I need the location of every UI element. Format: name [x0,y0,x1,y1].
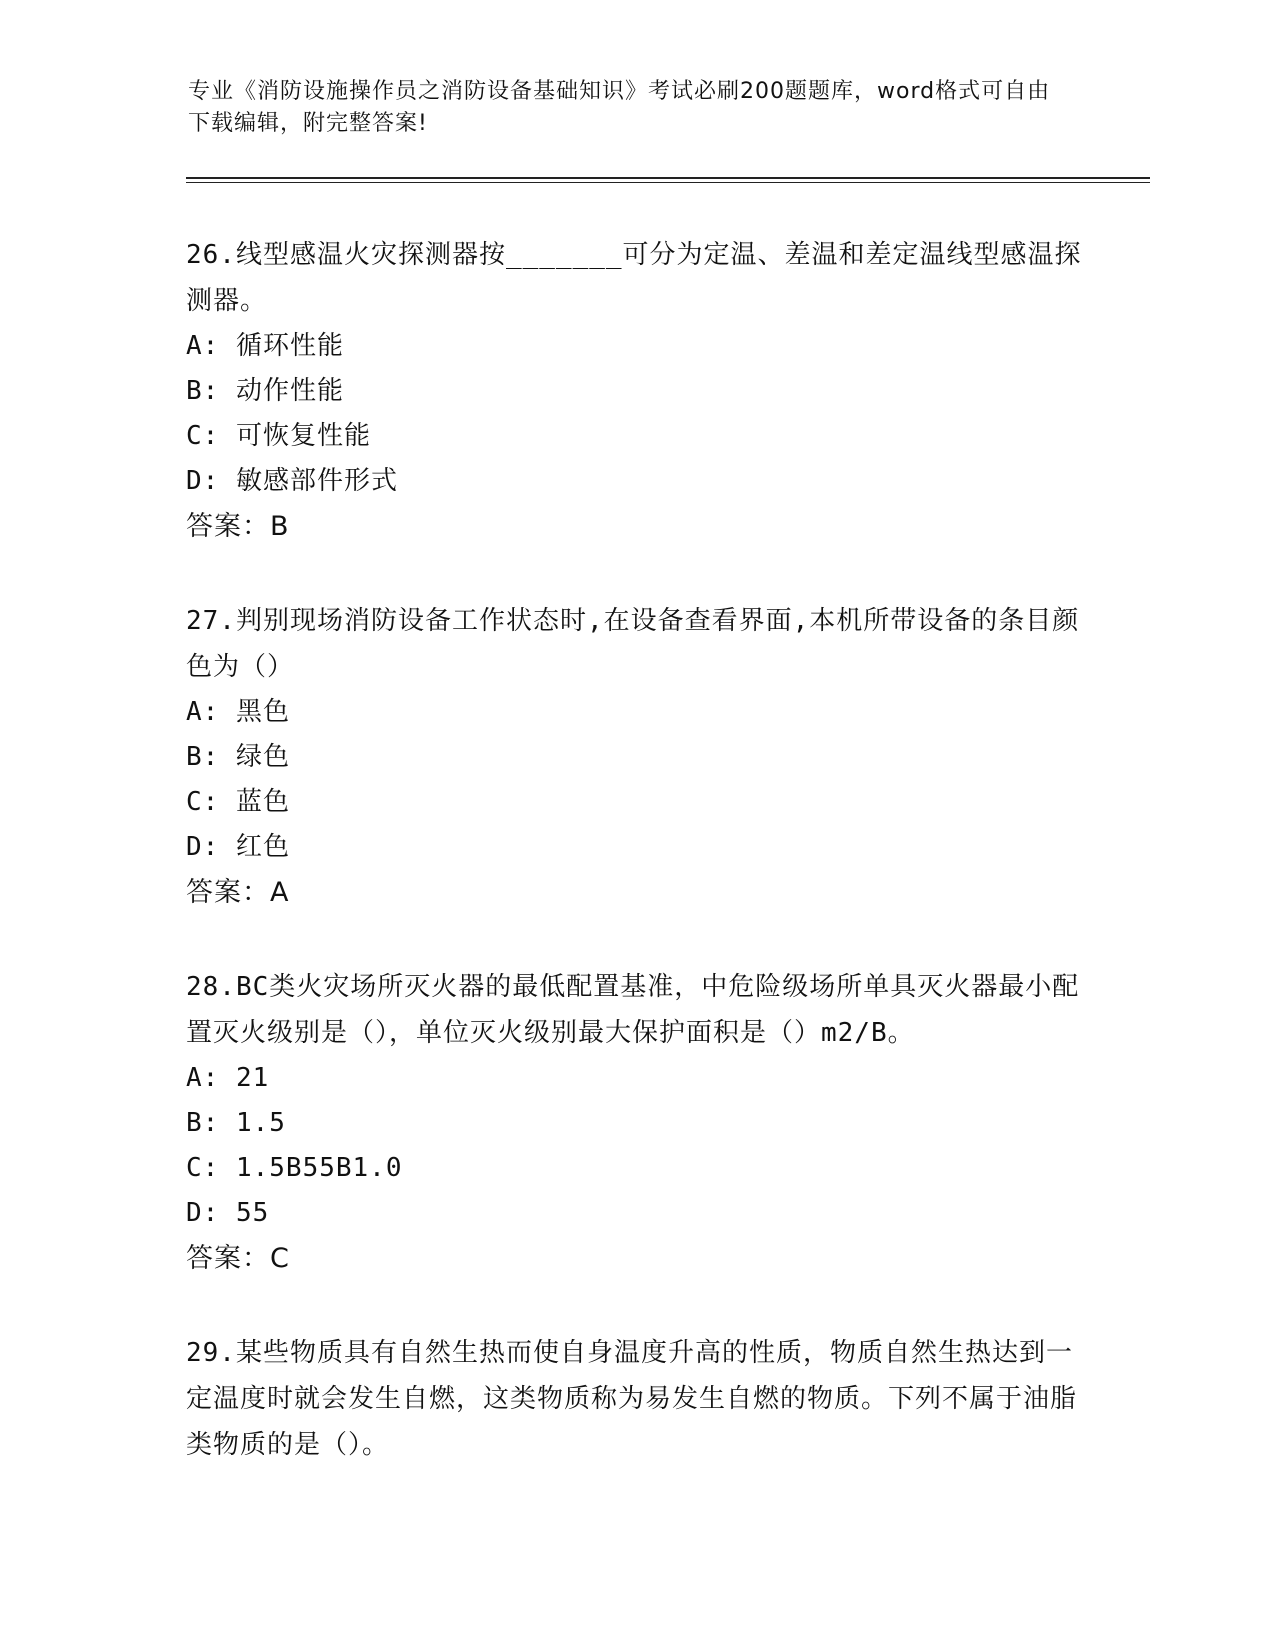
document-intro: 专业《消防设施操作员之消防设备基础知识》考试必刷200题题库，word格式可自由下载编辑，附完整答案! [188,79,1051,136]
option-d: D: 敏感部件形式 [186,466,398,496]
question-list [186,232,1086,1516]
question-29 [186,1330,1086,1468]
question-28 [186,964,1086,1282]
option-c: C: 蓝色 [186,787,290,817]
option-c: C: 可恢复性能 [186,421,371,451]
question-27 [186,598,1086,916]
question-stem: 29.某些物质具有自然生热而使自身温度升高的性质，物质自然生热达到一定温度时就会发生自燃，这类物质称为易发生自燃的物质。下列不属于油脂类物质的是（）。 [186,1338,1078,1460]
option-a: A: 21 [186,1063,270,1093]
header-divider-thick [186,177,1150,179]
option-c: C: 1.5B55B1.0 [186,1153,403,1183]
question-stem: 28.BC类火灾场所灭火器的最低配置基准，中危险级场所单具灭火器最小配置灭火级别是（），单位灭火级别最大保护面积是（）m2/B。 [186,972,1080,1048]
option-b: B: 动作性能 [186,376,344,406]
option-b: B: 绿色 [186,742,290,772]
header-divider-thin [186,182,1150,183]
question-26 [186,232,1086,550]
answer-line: 答案：A [186,877,290,908]
option-d: D: 红色 [186,832,290,862]
question-stem: 26.线型感温火灾探测器按_______可分为定温、差温和差定温线型感温探测器。 [186,240,1082,316]
option-b: B: 1.5 [186,1108,286,1138]
option-a: A: 黑色 [186,697,290,727]
option-d: D: 55 [186,1198,270,1228]
option-a: A: 循环性能 [186,331,344,361]
answer-line: 答案：C [186,1243,290,1274]
question-stem: 27.判别现场消防设备工作状态时,在设备查看界面,本机所带设备的条目颜色为（） [186,606,1080,682]
answer-line: 答案：B [186,511,290,542]
